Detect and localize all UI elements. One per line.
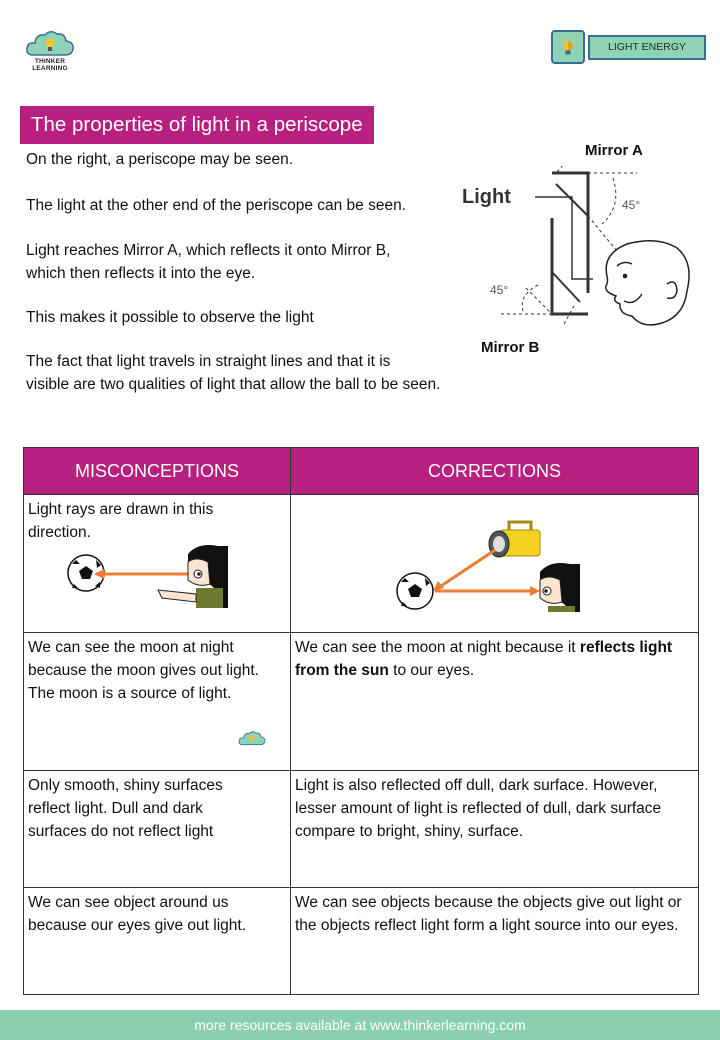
paragraph-intro: On the right, a periscope may be seen. xyxy=(26,151,294,168)
paragraph-mirror-path-2: which then reflects it into the eye. xyxy=(26,265,256,282)
misconception-text: Light rays are drawn in this direction. xyxy=(28,501,214,541)
paragraph-qualities-1: The fact that light travels in straight lines and that it is xyxy=(26,353,391,370)
light-label: Light xyxy=(462,186,511,208)
torch-icon xyxy=(489,522,540,557)
correction-cell xyxy=(291,633,699,771)
misconceptions-table xyxy=(23,447,699,995)
periscope-diagram xyxy=(462,166,702,341)
girl-icon xyxy=(158,545,228,608)
correction-text-pre: We can see the moon at night because it xyxy=(295,639,580,656)
misconception-text: We can see the moon at night because the moon gives out light. The moon is a source of light. xyxy=(28,639,259,702)
misconception-cell xyxy=(24,633,291,771)
table-row xyxy=(24,495,699,633)
thinker-learning-logo xyxy=(24,28,76,72)
mirror-b-label: Mirror B xyxy=(481,339,540,356)
header-corrections: CORRECTIONS xyxy=(291,448,699,495)
misconception-cell: Only smooth, shiny surfaces reflect light. Dull and dark surfaces do not reflect light xyxy=(24,771,291,888)
footer-resources-link[interactable]: more resources available at www.thinkerlearning.com xyxy=(0,1010,720,1040)
section-title: The properties of light in a periscope xyxy=(20,106,374,144)
header-misconceptions: MISCONCEPTIONS xyxy=(24,448,291,495)
small-logo-icon xyxy=(238,727,268,756)
correction-cell: We can see objects because the objects give out light or the objects reflect light form a light source into our eyes. xyxy=(291,888,699,995)
paragraph-other-end: The light at the other end of the periscope can be seen. xyxy=(26,197,407,214)
misconception-cell xyxy=(24,495,291,633)
correction-text-post: to our eyes. xyxy=(388,662,475,679)
ball-eye-arrow-illustration xyxy=(28,544,286,621)
correction-text-bold: reflects light from the sun xyxy=(295,639,673,679)
table-header-row xyxy=(24,448,699,495)
boy-face-icon xyxy=(606,241,689,325)
paragraph-qualities-2: visible are two qualities of light that allow the ball to be seen. xyxy=(26,376,441,393)
lightbulb-icon xyxy=(551,30,585,64)
correction-cell xyxy=(291,495,699,633)
girl-icon xyxy=(540,563,580,612)
misconception-cell: We can see object around us because our eyes give out light. xyxy=(24,888,291,995)
paragraph-mirror-path-1: Light reaches Mirror A, which reflects it onto Mirror B, xyxy=(26,242,391,259)
paragraph-observe: This makes it possible to observe the light xyxy=(26,309,314,326)
topic-badge-label: LIGHT ENERGY xyxy=(588,35,706,60)
svg-text:45°: 45° xyxy=(490,283,509,297)
correction-cell: Light is also reflected off dull, dark surface. However, lesser amount of light is reflected of dull, dark surface compare to bright, shiny, surface. xyxy=(291,771,699,888)
soccer-ball-icon xyxy=(397,573,433,609)
cloud-bulb-icon xyxy=(25,28,75,58)
torch-ball-eye-illustration xyxy=(295,520,694,619)
mirror-a-label: Mirror A xyxy=(585,142,643,159)
table-row xyxy=(24,771,699,888)
logo-text-line2: LEARNING xyxy=(32,65,68,72)
table-row xyxy=(24,633,699,771)
table-row xyxy=(24,888,699,995)
svg-text:45°: 45° xyxy=(622,198,641,212)
logo-text-line1: THINKER xyxy=(34,58,66,65)
